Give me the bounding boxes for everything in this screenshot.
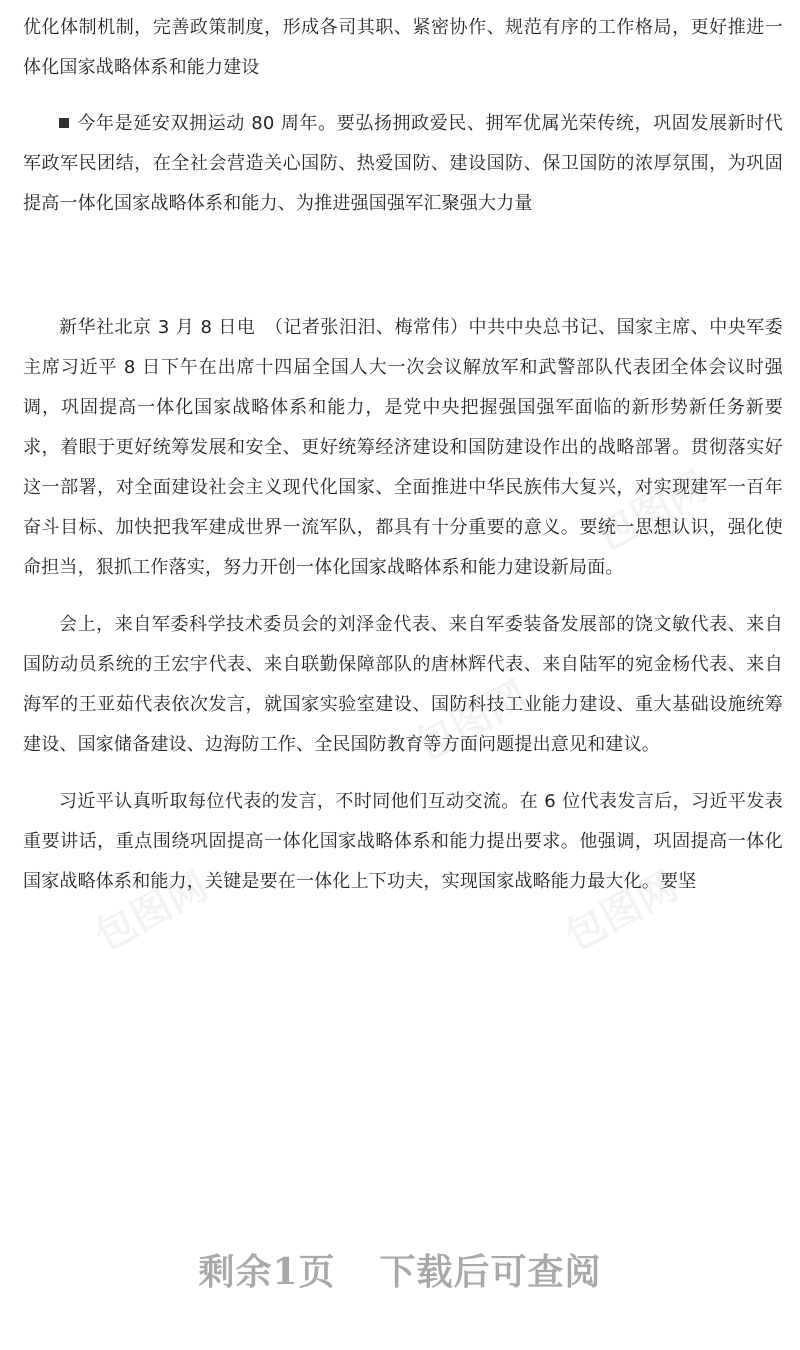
watermark: 包图网 (587, 463, 716, 561)
watermark: 包图网 (87, 863, 216, 961)
remaining-pages-label: 剩余1页 (198, 1251, 336, 1293)
square-bullet-icon (59, 118, 69, 128)
watermark: 包图网 (407, 673, 536, 771)
watermark: 包图网 (557, 863, 686, 961)
article-paragraph: 新华社北京 3 月 8 日电 （记者张汨汨、梅常伟）中共中央总书记、国家主席、中央军委主席习近平 8 日下午在出席十四届全国人大一次会议解放军和武警部队代表团全体会议时强调，巩固提高一体化国家战略体系和能力，是党中央把握强国强军面临的新形势新任务新要求，着眼于更好统筹发展和安全、更好统筹经济建设和国防建设作出的战略部署。贯彻落实好这一部署，对全面建设社会主义现代化国家、全面推进中华民族伟大复兴，对实现建军一百年奋斗目标、加快把我军建成世界一流军队，都具有十分重要的意义。要统一思想认识，强化使命担当，狠抓工作落实，努力开创一体化国家战略体系和能力建设新局面。 (23, 317, 783, 578)
article-paragraph: 习近平认真听取每位代表的发言，不时同他们互动交流。在 6 位代表发言后，习近平发表重要讲话，重点围绕巩固提高一体化国家战略体系和能力提出要求。他强调，巩固提高一体化国家战略体系和能力，关键是要在一体化上下功夫，实现国家战略能力最大化。要坚 (23, 791, 783, 892)
bullet-text: 今年是延安双拥运动 80 周年。要弘扬拥政爱民、拥军优属光荣传统，巩固发展新时代军政军民团结，在全社会营造关心国防、热爱国防、建设国防、保卫国防的浓厚氛围，为巩固提高一体化国家战略体系和能力、为推进强国强军汇聚强大力量 (23, 113, 783, 214)
intro-continuation: 优化体制机制，完善政策制度，形成各司其职、紧密协作、规范有序的工作格局，更好推进一体化国家战略体系和能力建设 (23, 17, 783, 78)
bullet-paragraph (23, 104, 783, 224)
article-body (23, 0, 783, 902)
article-paragraph: 会上，来自军委科学技术委员会的刘泽金代表、来自军委装备发展部的饶文敏代表、来自国防动员系统的王宏宇代表、来自联勤保障部队的唐林辉代表、来自陆军的宛金杨代表、来自海军的王亚茹代表依次发言，就国家实验室建设、国防科技工业能力建设、重大基础设施统筹建设、国家储备建设、边海防工作、全民国防教育等方面问题提出意见和建议。 (23, 614, 783, 755)
download-hint-label: 下载后可查阅 (379, 1251, 602, 1293)
download-prompt[interactable] (0, 1244, 800, 1295)
